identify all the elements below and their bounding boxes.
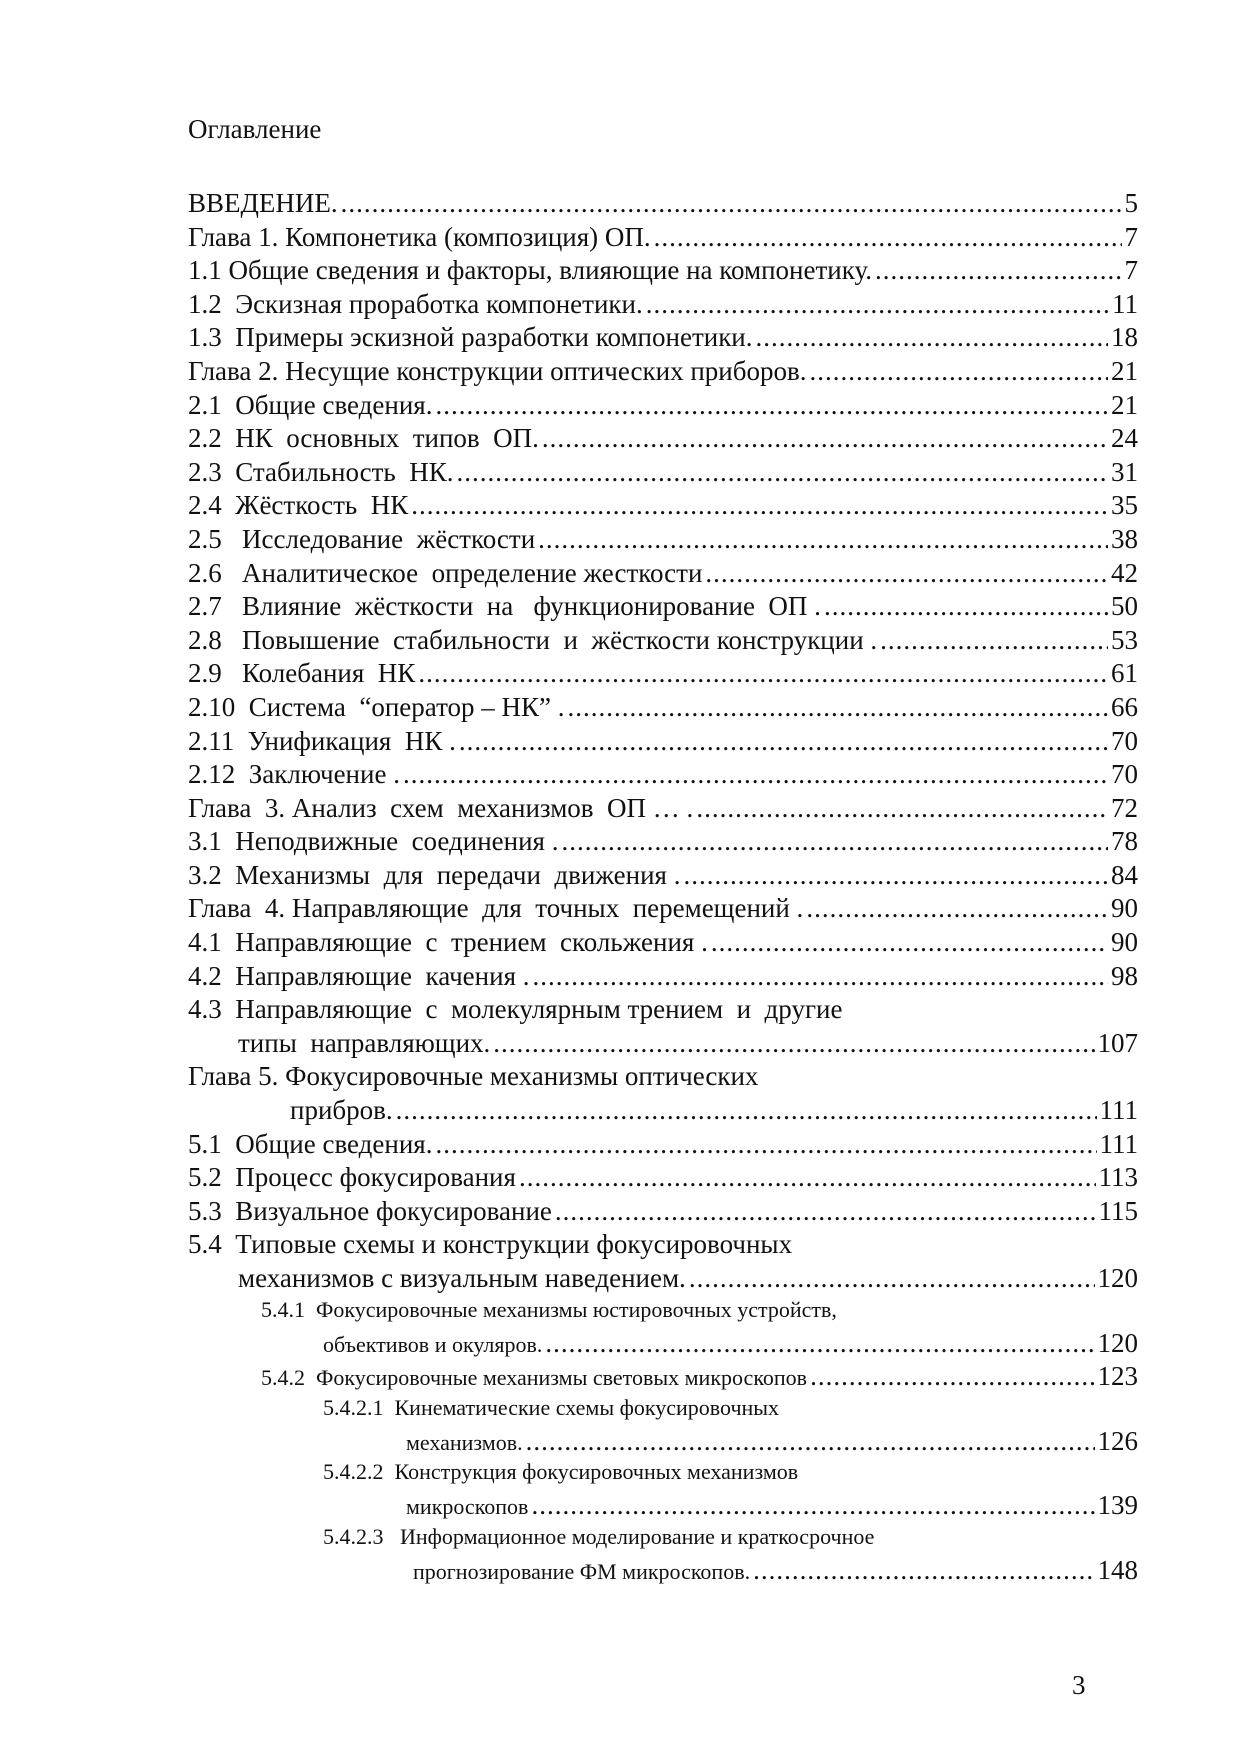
toc-label: 2.3 Стабильность НК.	[188, 456, 454, 487]
toc-label: 4.2 Направляющие качения .	[188, 960, 530, 991]
toc-leader	[646, 289, 1109, 320]
toc-entry	[188, 1263, 1138, 1297]
toc-leader	[456, 457, 1108, 488]
toc-entry	[188, 1361, 1138, 1395]
toc-entry	[188, 1555, 1138, 1589]
toc-leader	[711, 927, 1108, 958]
toc-label: 2.10 Система “оператор – НК” .	[188, 691, 565, 722]
toc-label: 5.3 Визуальное фокусирование	[188, 1195, 552, 1226]
toc-entry	[188, 893, 1138, 927]
toc-label: объективов и окуляров.	[323, 1331, 543, 1357]
toc-page: 24	[1111, 423, 1138, 454]
toc-label: механизмов.	[406, 1429, 523, 1455]
toc-page: 70	[1111, 725, 1138, 756]
toc-leader	[806, 893, 1108, 924]
toc-entry	[188, 322, 1138, 356]
toc-entry	[188, 927, 1138, 961]
toc-label: 2.5 Исследование жёсткости	[188, 523, 536, 554]
toc-page: 66	[1111, 691, 1138, 722]
toc-label: 4.1 Направляющие с трением скольжения .	[188, 927, 708, 958]
toc-leader	[526, 1426, 1095, 1457]
toc-label: микроскопов	[406, 1494, 529, 1520]
toc-entry-first-line: 5.4.2.3 Информационное моделирование и краткосрочное	[323, 1523, 875, 1549]
toc-entry	[188, 658, 1138, 692]
toc-page: 120	[1097, 1263, 1138, 1293]
toc-label: 5.2 Процесс фокусирования	[188, 1162, 516, 1193]
toc-leader	[809, 356, 1108, 387]
toc-entry	[188, 255, 1138, 289]
toc-label: механизмов с визуальным наведением.	[238, 1263, 686, 1293]
toc-entry	[188, 860, 1138, 894]
toc-leader	[396, 1095, 1097, 1126]
toc-page: 148	[1097, 1554, 1138, 1585]
toc-page: 7	[1124, 221, 1138, 252]
toc-entry	[188, 356, 1138, 390]
toc-entry-first-line: 5.4 Типовые схемы и конструкции фокусировочных	[188, 1229, 793, 1260]
toc-page: 11	[1112, 288, 1138, 319]
toc-page: 90	[1111, 893, 1138, 924]
toc-leader	[875, 255, 1121, 286]
toc-leader	[418, 658, 1108, 689]
toc-page: 42	[1111, 557, 1138, 588]
toc-label: Глава 1. Компонетика (композиция) ОП.	[188, 221, 651, 252]
toc-label: 5.1 Общие сведения.	[188, 1128, 433, 1159]
toc-page: 53	[1111, 624, 1138, 655]
toc-entry	[188, 1095, 1138, 1129]
toc-leader	[561, 826, 1108, 857]
toc-page: 50	[1111, 591, 1138, 622]
toc-leader	[880, 625, 1108, 656]
toc-label: ВВЕДЕНИЕ.	[188, 188, 338, 218]
toc-page: 126	[1097, 1425, 1138, 1456]
toc-label: 2.6 Аналитическое определение жесткости	[188, 557, 703, 588]
toc-entry	[188, 961, 1138, 995]
page-number: 3	[1072, 1670, 1086, 1700]
toc-leader	[341, 188, 1122, 219]
toc-page: 70	[1111, 759, 1138, 790]
toc-leader	[810, 1361, 1094, 1392]
toc-leader	[531, 1490, 1094, 1521]
toc-label: 3.2 Механизмы для передачи движения .	[188, 859, 681, 890]
toc-page: 115	[1098, 1195, 1138, 1226]
toc-leader	[532, 961, 1108, 992]
toc-leader	[411, 490, 1108, 521]
toc-label: 2.2 НК основных типов ОП.	[188, 423, 539, 454]
toc-label: Глава 3. Анализ схем механизмов ОП … .	[188, 792, 694, 823]
toc-label: 2.8 Повышение стабильности и жёсткости конструкции .	[188, 624, 878, 655]
toc-entry	[188, 390, 1138, 424]
toc-page: 72	[1111, 792, 1138, 823]
toc-leader	[542, 423, 1108, 454]
toc-label: 2.7 Влияние жёсткости на функционирование ОП .	[188, 591, 821, 622]
toc-page: 84	[1111, 859, 1138, 890]
toc-page: 61	[1111, 658, 1138, 689]
toc-label: 1.1 Общие сведения и факторы, влияющие на компонетику.	[188, 255, 873, 286]
toc-entry	[188, 1490, 1138, 1524]
toc-entry	[188, 490, 1138, 524]
toc-entry-first-line: 5.4.2.2 Конструкция фокусировочных механизмов	[323, 1459, 799, 1485]
toc-label: прибров.	[290, 1095, 393, 1126]
toc-label: 2.4 Жёсткость НК	[188, 490, 409, 521]
toc-entry	[188, 188, 1138, 222]
toc-entry	[188, 726, 1138, 760]
toc-entry	[188, 558, 1138, 592]
toc-entry-first-line: 5.4.2.1 Кинематические схемы фокусировочных	[323, 1394, 780, 1420]
toc-page: 139	[1097, 1490, 1138, 1521]
toc-leader	[824, 591, 1108, 622]
toc-page: 31	[1111, 456, 1138, 487]
toc-leader	[654, 222, 1122, 253]
toc-label: 1.2 Эскизная проработка компонетики.	[188, 288, 643, 319]
toc-label: типы направляющих.	[238, 1027, 491, 1058]
toc-leader	[705, 558, 1108, 589]
toc-leader	[538, 524, 1108, 555]
toc-label: 2.9 Колебания НК	[188, 658, 416, 689]
toc-leader	[519, 1162, 1096, 1193]
toc-label: 1.3 Примеры эскизной разработки компонетики.	[188, 322, 753, 353]
toc-page: 38	[1111, 523, 1138, 554]
page-title: Оглавление	[188, 114, 322, 144]
toc-leader	[493, 1028, 1094, 1059]
toc-entry	[188, 793, 1138, 827]
toc-page: 111	[1099, 1128, 1138, 1159]
toc-page: 35	[1111, 490, 1138, 521]
toc-leader	[696, 793, 1108, 824]
toc-entry	[188, 457, 1138, 491]
toc-entry	[188, 1426, 1138, 1460]
toc-entry	[188, 222, 1138, 256]
toc-label: 2.11 Унификация НК .	[188, 725, 456, 756]
toc-leader	[683, 860, 1108, 891]
toc-page: 18	[1111, 322, 1138, 353]
toc-page: 111	[1099, 1095, 1138, 1126]
toc-entry	[188, 625, 1138, 659]
toc-label: 2.1 Общие сведения.	[188, 389, 433, 420]
table-of-contents	[188, 188, 1138, 1589]
toc-label: прогнозирование ФМ микроскопов.	[413, 1558, 751, 1584]
toc-entry	[188, 1328, 1138, 1362]
toc-leader	[689, 1263, 1095, 1294]
toc-page: 5	[1124, 188, 1138, 218]
toc-leader	[545, 1328, 1094, 1359]
toc-page: 90	[1111, 927, 1138, 958]
toc-entry-first-line: Глава 5. Фокусировочные механизмы оптических	[188, 1061, 759, 1092]
toc-entry	[188, 423, 1138, 457]
toc-entry	[188, 692, 1138, 726]
toc-leader	[403, 759, 1108, 790]
toc-entry	[188, 1162, 1138, 1196]
toc-label: 2.12 Заключение .	[188, 759, 400, 790]
toc-entry	[188, 1196, 1138, 1230]
toc-leader	[555, 1196, 1096, 1227]
toc-entry	[188, 1129, 1138, 1163]
toc-leader	[568, 692, 1109, 723]
toc-entry	[188, 289, 1138, 323]
toc-leader	[756, 322, 1108, 353]
toc-entry	[188, 826, 1138, 860]
toc-page: 78	[1111, 826, 1138, 857]
toc-label: Глава 4. Направляющие для точных перемещений .	[188, 893, 804, 924]
toc-entry-first-line: 5.4.1 Фокусировочные механизмы юстировочных устройств,	[261, 1296, 837, 1322]
toc-page: 123	[1097, 1361, 1138, 1392]
toc-page: 113	[1098, 1162, 1138, 1193]
toc-page: 21	[1111, 355, 1138, 386]
toc-label: 3.1 Неподвижные соединения .	[188, 826, 559, 857]
toc-leader	[435, 390, 1108, 421]
toc-entry	[188, 524, 1138, 558]
toc-page: 120	[1097, 1327, 1138, 1358]
toc-leader	[459, 726, 1108, 757]
toc-leader	[435, 1129, 1096, 1160]
toc-label: 5.4.2 Фокусировочные механизмы световых микроскопов	[261, 1365, 808, 1391]
toc-page: 21	[1111, 389, 1138, 420]
toc-entry	[188, 591, 1138, 625]
toc-label: Глава 2. Несущие конструкции оптических приборов.	[188, 355, 807, 386]
toc-page: 7	[1124, 255, 1138, 286]
toc-page: 107	[1097, 1027, 1138, 1058]
toc-leader	[753, 1555, 1094, 1586]
toc-page: 98	[1111, 960, 1138, 991]
toc-entry	[188, 759, 1138, 793]
toc-entry	[188, 1028, 1138, 1062]
toc-entry-first-line: 4.3 Направляющие с молекулярным трением и другие	[188, 994, 843, 1025]
